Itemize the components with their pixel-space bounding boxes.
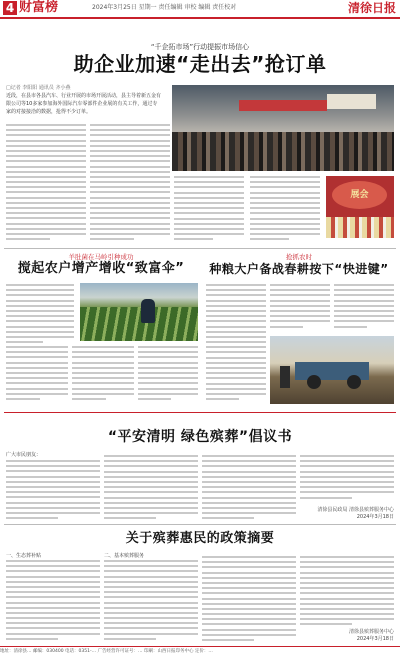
proposal-date: 2024年3月18日 [356, 514, 394, 520]
issue-meta: 2024年3月25日 星期一 责任编辑 审校 编辑 责任校对 [92, 4, 237, 11]
lead-body-col4 [250, 176, 320, 244]
story2-body-col4 [138, 346, 198, 404]
story3-headline: 种粮大户备战春耕按下“快进键” [209, 262, 389, 276]
page-number: 4 [3, 1, 17, 15]
story2-headline: 搅起农户增产增收“致富伞” [17, 261, 185, 276]
proposal-col3 [202, 455, 296, 520]
story3-body-col3 [334, 284, 394, 332]
policy-date: 2024年3月18日 [356, 636, 394, 642]
policy-headline: 关于殡葬惠民的政策摘要 [125, 531, 275, 546]
policy-col2 [104, 560, 198, 642]
proposal-salutation: 广大市民朋友： [6, 452, 42, 458]
lead-body-col2 [90, 124, 170, 244]
lead-byline: □记者 李阳阳 通讯员 齐小燕 [6, 85, 71, 91]
newspaper-brand: 清徐日报 [347, 1, 396, 15]
proposal-headline: “平安清明 绿色殡葬”倡议书 [107, 429, 293, 445]
lead-headline: 助企业加速“走出去”抢订单 [73, 52, 327, 76]
proposal-top-rule [4, 412, 396, 413]
proposal-col4 [300, 455, 394, 503]
policy-item1: 一、生态葬补贴 [6, 553, 42, 559]
lead-intro: 近段，在县市各县汽车、行业开展的市场开展活动，县主导着新五金有限公司等10多家参加海外国际汽车零部件企业展的有关工作，通过专家的对接接洽的数据，抢得不少订单。 [6, 93, 162, 115]
page-footer: 地址：清徐县… 邮编：030400 电话：0351-… 广告经营许可证号：… 印刷：山西日报印务中心 定价：… [0, 646, 400, 657]
section-title: 财富榜 [19, 0, 59, 15]
story3-body-col2 [270, 284, 330, 332]
farm-machinery-photo [270, 336, 394, 404]
policy-col4 [300, 556, 394, 626]
lead-body-col3 [174, 176, 244, 244]
page-header [0, 0, 400, 19]
story2-body-col1 [6, 284, 74, 344]
expo-photo [172, 85, 394, 171]
story2-body-col2 [6, 346, 68, 404]
lead-body-col1 [6, 124, 86, 244]
proposal-col2 [104, 455, 198, 520]
story3-tag: 抢抓农时 [286, 253, 312, 261]
policy-signature: 清徐县殡葬服务中心 [348, 629, 394, 635]
policy-col3 [202, 556, 296, 642]
story2-tag: 羊肚菌在马岭引种成功 [68, 253, 134, 261]
policy-col1 [6, 560, 100, 642]
booth-photo: 展会 [326, 176, 394, 238]
story2-body-col3 [72, 346, 134, 404]
policy-item2: 二、基本殡葬服务 [104, 553, 145, 559]
policy-top-rule [4, 524, 396, 525]
proposal-signature: 清徐县民政局 清徐县殡葬服务中心 [317, 507, 394, 513]
story3-body-col1 [206, 284, 266, 404]
section-divider [4, 248, 396, 249]
proposal-col1 [6, 460, 100, 520]
mushroom-field-photo [80, 283, 198, 341]
lead-kicker: “千企拓市场”行动提振市场信心 [150, 43, 250, 51]
